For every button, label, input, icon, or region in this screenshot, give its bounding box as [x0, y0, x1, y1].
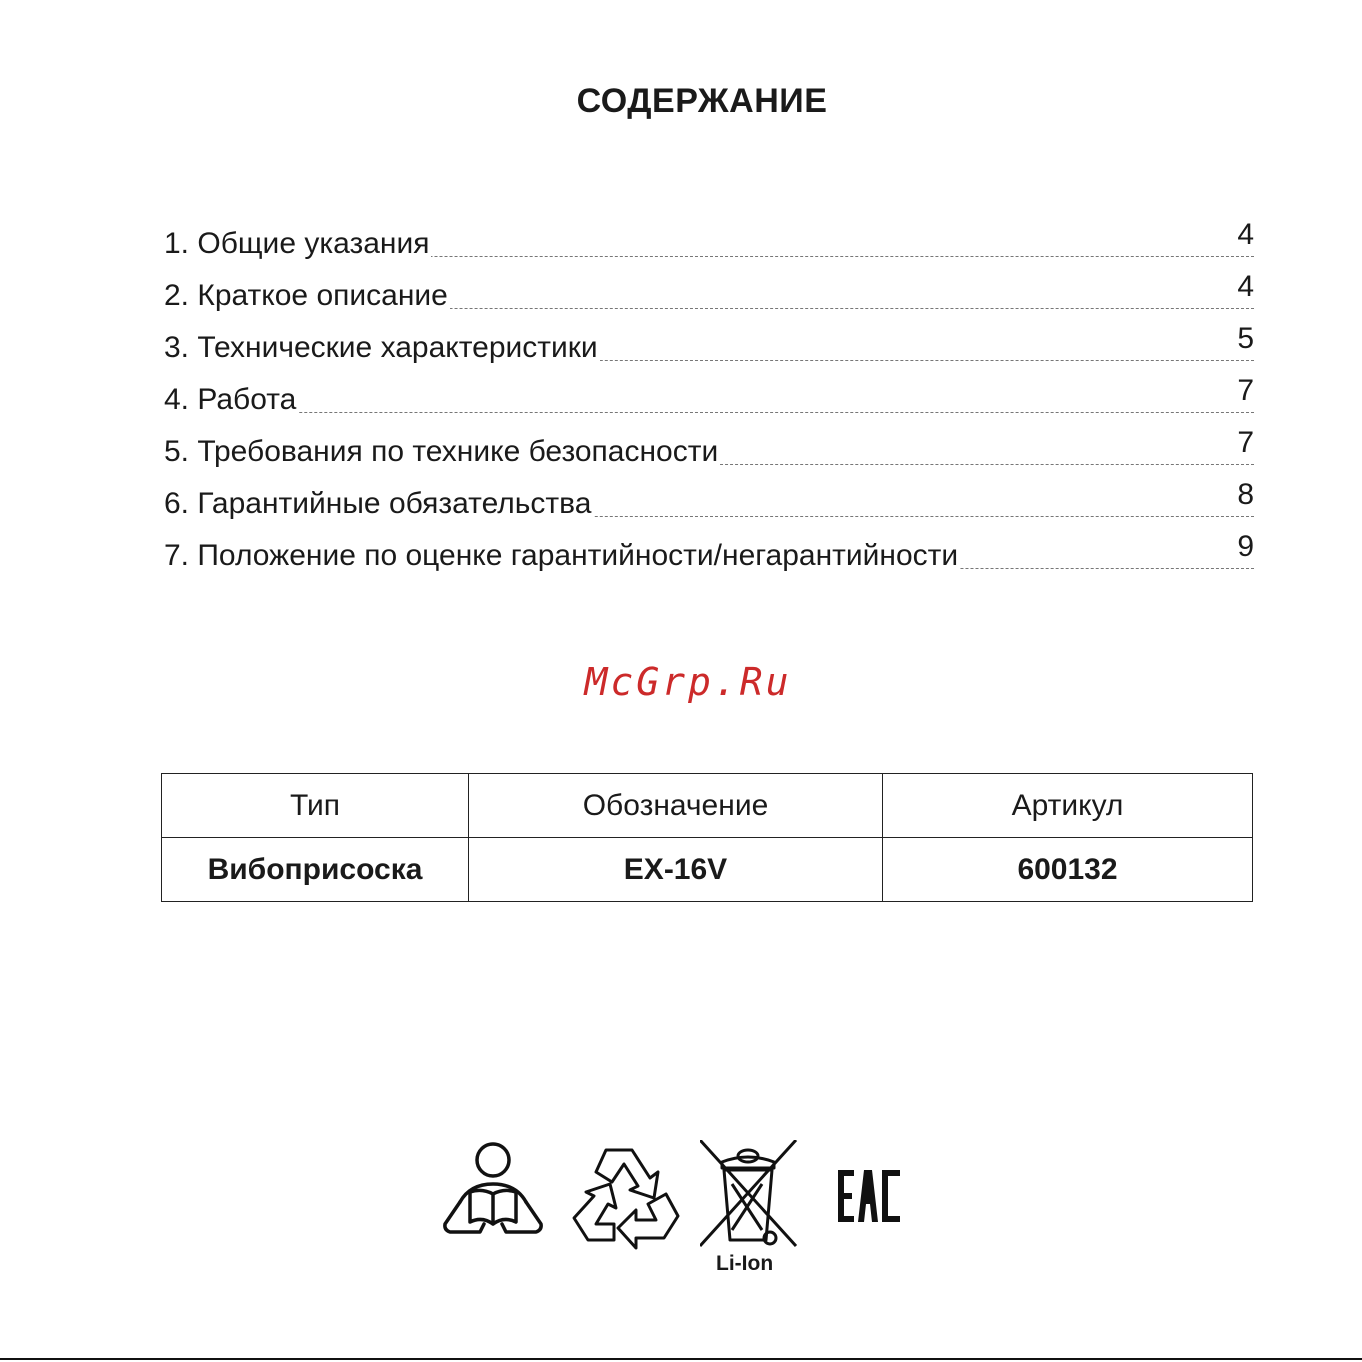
page-title: СОДЕРЖАНИЕ	[576, 82, 828, 120]
read-manual-icon	[440, 1140, 546, 1240]
toc-label: 2. Краткое описание	[164, 279, 448, 312]
toc-page-number: 8	[1237, 478, 1254, 511]
header-cell-type: Тип	[162, 774, 469, 838]
toc-item[interactable]	[164, 465, 1254, 520]
toc-item[interactable]	[164, 361, 1254, 416]
header-cell-designation: Обозначение	[469, 774, 883, 838]
table-row	[162, 838, 1253, 902]
toc-item[interactable]	[164, 309, 1254, 364]
toc-item[interactable]	[164, 413, 1254, 468]
eac-mark	[836, 1168, 902, 1224]
bottom-rule	[0, 1358, 1362, 1360]
toc-label: 4. Работа	[164, 383, 297, 416]
header-cell-article: Артикул	[883, 774, 1253, 838]
cell-type: Вибоприсоска	[162, 838, 469, 902]
toc-page-number: 7	[1237, 374, 1254, 407]
toc-label: 6. Гарантийные обязательства	[164, 487, 592, 520]
toc-page-number: 7	[1237, 426, 1254, 459]
toc-label: 1. Общие указания	[164, 227, 430, 260]
crossed-bin-icon	[700, 1140, 800, 1252]
toc-page-number: 5	[1237, 322, 1254, 355]
toc-item[interactable]	[164, 257, 1254, 312]
toc-label: 7. Положение по оценке гарантийности/негарантийности	[164, 539, 959, 572]
cell-article: 600132	[883, 838, 1253, 902]
table-of-contents	[164, 205, 1254, 572]
recycle-icon	[566, 1142, 682, 1250]
toc-page-number: 9	[1237, 530, 1254, 563]
table-header-row	[162, 774, 1253, 838]
toc-page-number: 4	[1237, 218, 1254, 251]
watermark: McGrp.Ru	[584, 660, 792, 704]
battery-type-label: Li-Ion	[716, 1252, 774, 1275]
toc-item[interactable]	[164, 517, 1254, 572]
toc-label: 3. Технические характеристики	[164, 331, 598, 364]
toc-label: 5. Требования по технике безопасности	[164, 435, 719, 468]
cell-designation: EX-16V	[469, 838, 883, 902]
product-spec-table	[161, 773, 1253, 902]
toc-item[interactable]	[164, 205, 1254, 260]
toc-page-number: 4	[1237, 270, 1254, 303]
